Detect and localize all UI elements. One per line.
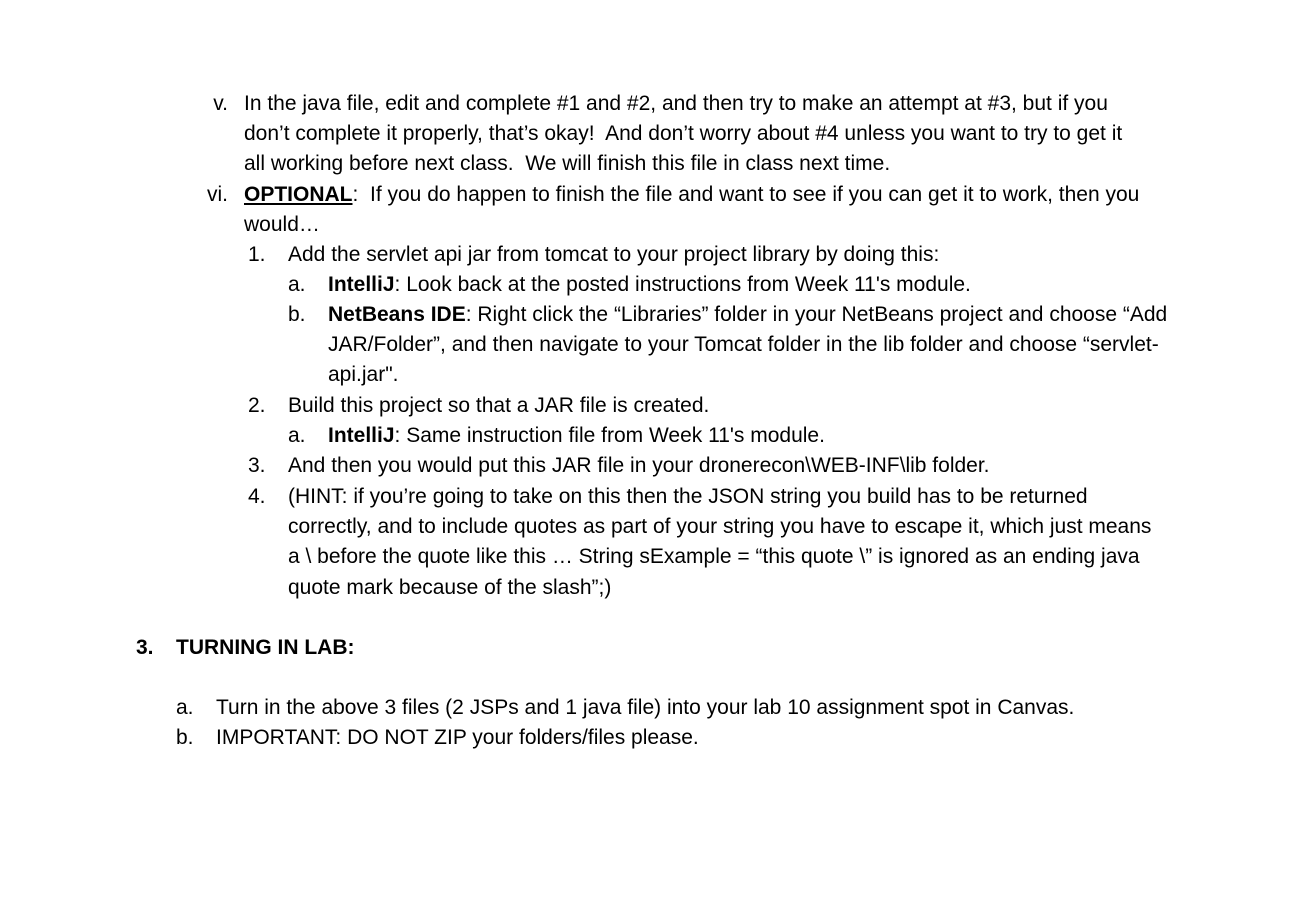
list-marker: b. [176,726,194,749]
list-item-text [328,270,971,300]
optional-label: OPTIONAL [244,183,353,206]
netbeans-label: NetBeans IDE [328,303,466,326]
subitem-text: : Look back at the posted instructions from Week 11's module. [394,273,971,296]
list-marker: 2. [248,394,266,417]
numbered-item-2 [248,391,709,421]
list-item-text [328,421,825,451]
subitem-2a [288,421,825,451]
list-marker: 1. [248,243,266,266]
list-marker: a. [288,273,306,296]
section-number: 3. [136,636,154,659]
list-item-v [188,89,1122,180]
list-item-text: (HINT: if you’re going to take on this then the JSON string you build has to be returned correctly, and to include quotes as part of your string you have to escape it, which just means a \ before the quote like this … String sExample = “this quote \” is ignored as an ending java quote mark because of the slash”;) [288,485,1152,599]
list-marker: 4. [248,485,266,508]
list-item-vi [188,180,1139,240]
subitem-1b [288,300,1167,391]
list-marker: 3. [248,454,266,477]
list-marker: b. [288,303,306,326]
intellij-label: IntelliJ [328,273,395,296]
list-item-text [328,300,1167,391]
numbered-item-4 [248,482,1151,603]
lab-item-a [176,693,1074,723]
list-marker: a. [288,424,306,447]
list-item-text [244,180,1139,240]
list-marker: v. [213,92,228,115]
list-item-text: Add the servlet api jar from tomcat to your project library by doing this: [288,243,940,266]
list-item-text: Turn in the above 3 files (2 JSPs and 1 java file) into your lab 10 assignment spot in Canvas. [216,696,1075,719]
list-marker: vi. [207,183,228,206]
section-title: TURNING IN LAB: [176,636,355,659]
subitem-text: : Right click the “Libraries” folder in your NetBeans project and choose “Add JAR/Folder”, and then navigate to your Tomcat folder in the lib folder and choose “servlet- api.jar". [328,303,1168,387]
list-item-text: Build this project so that a JAR file is created. [288,394,710,417]
list-marker: a. [176,696,194,719]
list-item-text: IMPORTANT: DO NOT ZIP your folders/files please. [216,726,699,749]
section-heading [136,633,354,663]
list-item-text: In the java file, edit and complete #1 and #2, and then try to make an attempt at #3, but if you don’t complete it properly, that’s okay! And don’t worry about #4 unless you want to try to get it all working before next class. We will finish this file in class next time. [244,92,1123,176]
numbered-item-1 [248,240,939,270]
lab-item-b [176,723,699,753]
subitem-text: : Same instruction file from Week 11's module. [394,424,825,447]
subitem-1a [288,270,971,300]
intellij-label: IntelliJ [328,424,395,447]
optional-text: : If you do happen to finish the file and want to see if you can get it to work, then you would… [244,183,1140,237]
numbered-item-3 [248,451,990,481]
list-item-text: And then you would put this JAR file in your dronerecon\WEB-INF\lib folder. [288,454,990,477]
